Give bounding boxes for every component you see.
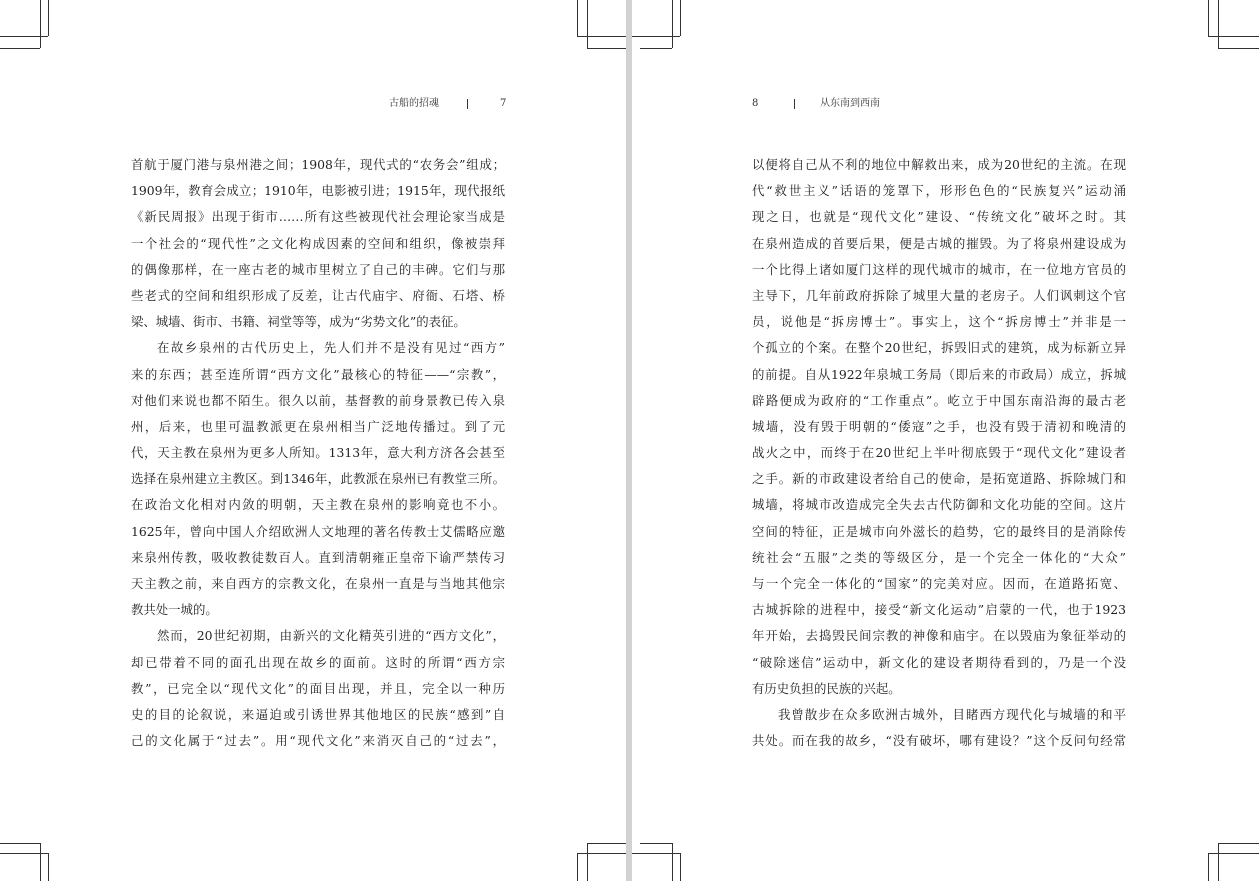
text-line: 的偶像那样，在一座古老的城市里树立了自己的丰碑。它们与那 — [131, 261, 505, 277]
crop-mark-bottom-right — [1218, 843, 1219, 881]
left-page — [0, 0, 626, 881]
crop-mark-bottom-right — [587, 843, 626, 844]
crop-mark-top-left — [0, 48, 40, 49]
text-line: 空间的特征，正是城市向外滋长的趋势，它的最终目的是消除传 — [752, 523, 1126, 539]
crop-mark-top-left — [680, 0, 681, 36]
text-line: “破除迷信”运动中，新文化的建设者期待看到的，乃是一个没 — [752, 654, 1126, 670]
text-line: 梁、城墙、街市、书籍、祠堂等等，成为“劣势文化”的表征。 — [131, 314, 466, 330]
text-line: 在故乡泉州的古代历史上，先人们并不是没有见过“西方” — [157, 340, 505, 356]
text-line: 对他们来说也都不陌生。很久以前，基督教的前身景教已传入泉 — [131, 392, 505, 408]
crop-mark-bottom-left — [48, 853, 49, 881]
text-line: 有历史负担的民族的兴起。 — [752, 680, 901, 696]
crop-mark-top-right — [577, 0, 578, 36]
text-line: 《新民周报》出现于街市……所有这些被现代社会理论家当成是 — [131, 209, 505, 225]
body-text — [752, 152, 1126, 754]
crop-mark-top-left — [48, 0, 49, 36]
text-line: 主导下，几年前政府拆除了城里大量的老房子。人们讽刺这个官 — [752, 287, 1126, 303]
text-line: 我曾散步在众多欧洲古城外，目睹西方现代化与城墙的和平 — [778, 706, 1126, 722]
crop-mark-bottom-left — [680, 853, 681, 881]
body-text — [131, 152, 505, 754]
page-number: 8 — [752, 98, 759, 109]
text-line: 1909年，教育会成立；1910年，电影被引进；1915年，现代报纸 — [131, 183, 505, 199]
text-line: 现之日，也就是“现代文化”建设、“传统文化”破坏之时。其 — [752, 209, 1126, 225]
text-line: 州，后来，也里可温教派更在泉州相当广泛地传播过。到了元 — [131, 418, 505, 434]
text-line: 在政治文化相对内敛的明朝，天主教在泉州的影响竟也不小。 — [131, 497, 505, 513]
right-page — [632, 0, 1259, 881]
crop-mark-top-right — [1208, 36, 1259, 37]
text-line: 来的东西；甚至连所谓“西方文化”最核心的特征——“宗教”， — [131, 366, 505, 382]
crop-mark-top-right — [587, 0, 588, 48]
text-line: 统社会“五服”之类的等级区分，是一个完全一体化的“大众” — [752, 549, 1126, 565]
text-line: 之手。新的市政建设者给自己的使命，是拓宽道路、拆除城门和 — [752, 471, 1126, 487]
text-line: 古城拆除的进程中，接受“新文化运动”启蒙的一代，也于1923 — [752, 602, 1126, 618]
text-line: 年开始，去捣毁民间宗教的神像和庙宇。在以毁庙为象征举动的 — [752, 628, 1126, 644]
crop-mark-bottom-right — [577, 853, 578, 881]
text-line: 教”，已完全以“现代文化”的面目出现，并且，完全以一种历 — [131, 680, 505, 696]
running-header-title: 从东南到西南 — [820, 98, 880, 109]
text-line: 代，天主教在泉州为更多人所知。1313年，意大利方济各会甚至 — [131, 445, 505, 461]
crop-mark-top-right — [1208, 0, 1209, 36]
crop-mark-top-right — [1218, 0, 1219, 48]
text-line: 然而，20世纪初期，由新兴的文化精英引进的“西方文化”， — [157, 628, 505, 644]
text-line: 选择在泉州建立主教区。到1346年，此教派在泉州已有教堂三所。 — [131, 471, 505, 487]
crop-mark-bottom-right — [1218, 843, 1259, 844]
page-number: 7 — [500, 98, 507, 109]
text-line: 个孤立的个案。在整个20世纪，拆毁旧式的建筑，成为标新立异 — [752, 340, 1126, 356]
crop-mark-bottom-left — [0, 843, 40, 844]
crop-mark-top-right — [1218, 48, 1259, 49]
text-line: 些老式的空间和组织形成了反差，让古代庙宇、府衙、石塔、桥 — [131, 287, 505, 303]
text-line: 己的文化属于“过去”。用“现代文化”来消灭自己的“过去”， — [131, 733, 505, 749]
crop-mark-bottom-left — [0, 853, 48, 854]
running-header — [632, 97, 1259, 111]
text-line: 辟路便成为政府的“工作重点”。屹立于中国东南沿海的最古老 — [752, 392, 1126, 408]
text-line: 首航于厦门港与泉州港之间；1908年，现代式的“农务会”组成； — [131, 157, 505, 172]
crop-mark-bottom-left — [640, 843, 672, 844]
running-header-title: 古船的招魂 — [389, 98, 439, 109]
crop-mark-top-left — [672, 0, 673, 48]
crop-mark-bottom-right — [1208, 853, 1259, 854]
crop-mark-top-right — [587, 48, 626, 49]
crop-mark-bottom-left — [672, 843, 673, 881]
header-separator — [467, 99, 468, 109]
running-header — [0, 97, 626, 111]
text-line: 战火之中，而终于在20世纪上半叶彻底毁于“现代文化”建设者 — [752, 445, 1126, 461]
text-line: 1625年，曾向中国人介绍欧洲人文地理的著名传教士艾儒略应邀 — [131, 523, 505, 539]
text-line: 城墙，将城市改造成完全失去古代防御和文化功能的空间。这片 — [752, 497, 1126, 513]
crop-mark-top-left — [40, 0, 41, 48]
header-separator — [794, 99, 795, 109]
text-line: 一个比得上诸如厦门这样的现代城市的城市，在一位地方官员的 — [752, 261, 1126, 277]
crop-mark-bottom-left — [632, 853, 680, 854]
text-line: 天主教之前，来自西方的宗教文化，在泉州一直是与当地其他宗 — [131, 576, 505, 591]
text-line: 却已带着不同的面孔出现在故乡的面前。这时的所谓“西方宗 — [131, 654, 505, 670]
text-line: 的前提。自从1922年泉城工务局（即后来的市政局）成立，拆城 — [752, 366, 1126, 382]
crop-mark-top-right — [577, 36, 626, 37]
text-line: 一个社会的“现代性”之文化构成因素的空间和组织，像被崇拜 — [131, 235, 505, 251]
text-line: 史的目的论叙说，来逼迫或引诱世界其他地区的民族“感到”自 — [131, 706, 505, 722]
text-line: 在泉州造成的首要后果，便是古城的摧毁。为了将泉州建设成为 — [752, 235, 1126, 251]
text-line: 共处。而在我的故乡，“没有破坏，哪有建设？”这个反问句经常 — [752, 733, 1126, 749]
text-line: 来泉州传教，吸收教徒数百人。直到清朝雍正皇帝下谕严禁传习 — [131, 549, 505, 565]
crop-mark-top-left — [640, 48, 672, 49]
crop-mark-bottom-right — [1208, 853, 1209, 881]
crop-mark-bottom-right — [587, 843, 588, 881]
text-line: 以便将自己从不利的地位中解救出来，成为20世纪的主流。在现 — [752, 157, 1126, 172]
text-line: 与一个完全一体化的“国家”的完美对应。因而，在道路拓宽、 — [752, 576, 1126, 591]
text-line: 员，说他是“拆房博士”。事实上，这个“拆房博士”并非是一 — [752, 314, 1126, 330]
text-line: 代“救世主义”话语的笼罩下，形形色色的“民族复兴”运动涌 — [752, 183, 1126, 199]
text-line: 教共处一城的。 — [131, 602, 218, 618]
text-line: 城墙，没有毁于明朝的“倭寇”之手，也没有毁于清初和晚清的 — [752, 418, 1126, 434]
crop-mark-bottom-left — [40, 843, 41, 881]
crop-mark-bottom-right — [577, 853, 626, 854]
